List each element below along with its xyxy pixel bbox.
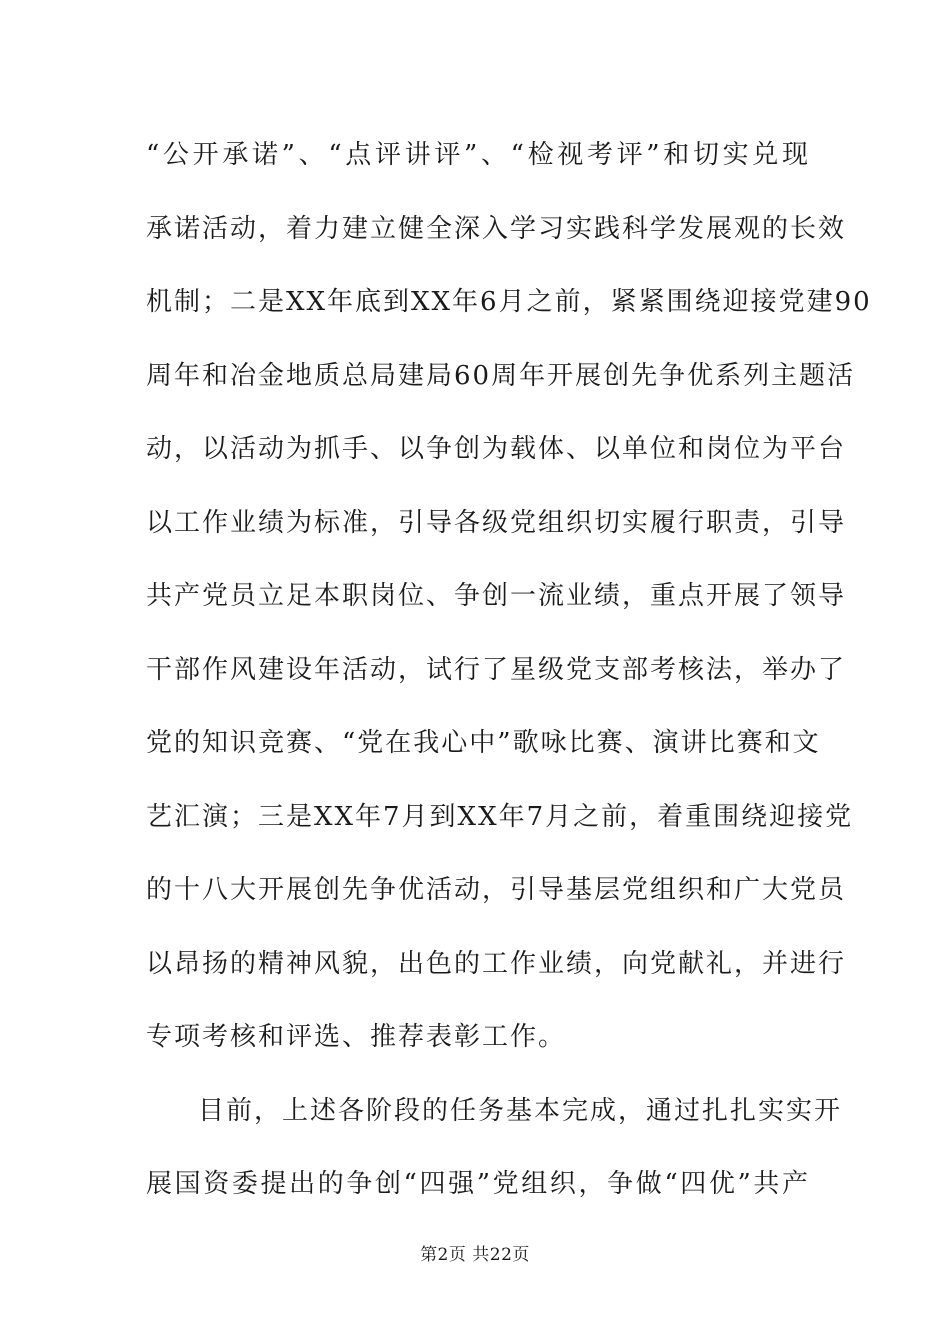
text-line: 专项考核和评选、推荐表彰工作。 xyxy=(146,1022,567,1052)
text-line: 展国资委提出的争创“四强”党组织，争做“四优”共产 xyxy=(146,1169,810,1199)
text-line: 共产党员立足本职岗位、争创一流业绩，重点开展了领导 xyxy=(146,581,847,611)
text-line-paragraph-start: 目前，上述各阶段的任务基本完成，通过扎扎实实开 xyxy=(198,1095,843,1126)
text-line: 周年和冶金地质总局建局60周年开展创先争优系列主题活 xyxy=(146,360,856,391)
text-line: “公开承诺”、“点评讲评”、“检视考评”和切实兑现 xyxy=(146,140,810,170)
text-line: 党的知识竞赛、“党在我心中”歌咏比赛、演讲比赛和文 xyxy=(146,728,821,758)
text-line: 的十八大开展创先争优活动，引导基层党组织和广大党员 xyxy=(146,875,847,905)
text-line: 机制；二是XX年底到XX年6月之前，紧紧围绕迎接党建90 xyxy=(146,287,872,317)
text-line: 艺汇演；三是XX年7月到XX年7月之前，着重围绕迎接党 xyxy=(146,801,854,832)
body-text xyxy=(146,130,872,1233)
text-line: 以昂扬的精神风貌，出色的工作业绩，向党献礼，并进行 xyxy=(146,948,847,979)
page-footer: 第2页 共22页 xyxy=(420,1245,530,1265)
text-line: 承诺活动，着力建立健全深入学习实践科学发展观的长效 xyxy=(146,213,847,244)
text-line: 以工作业绩为标准，引导各级党组织切实履行职责，引导 xyxy=(146,507,847,538)
text-line: 干部作风建设年活动，试行了星级党支部考核法，举办了 xyxy=(146,654,847,685)
text-line: 动，以活动为抓手、以争创为载体、以单位和岗位为平台 xyxy=(146,434,847,464)
